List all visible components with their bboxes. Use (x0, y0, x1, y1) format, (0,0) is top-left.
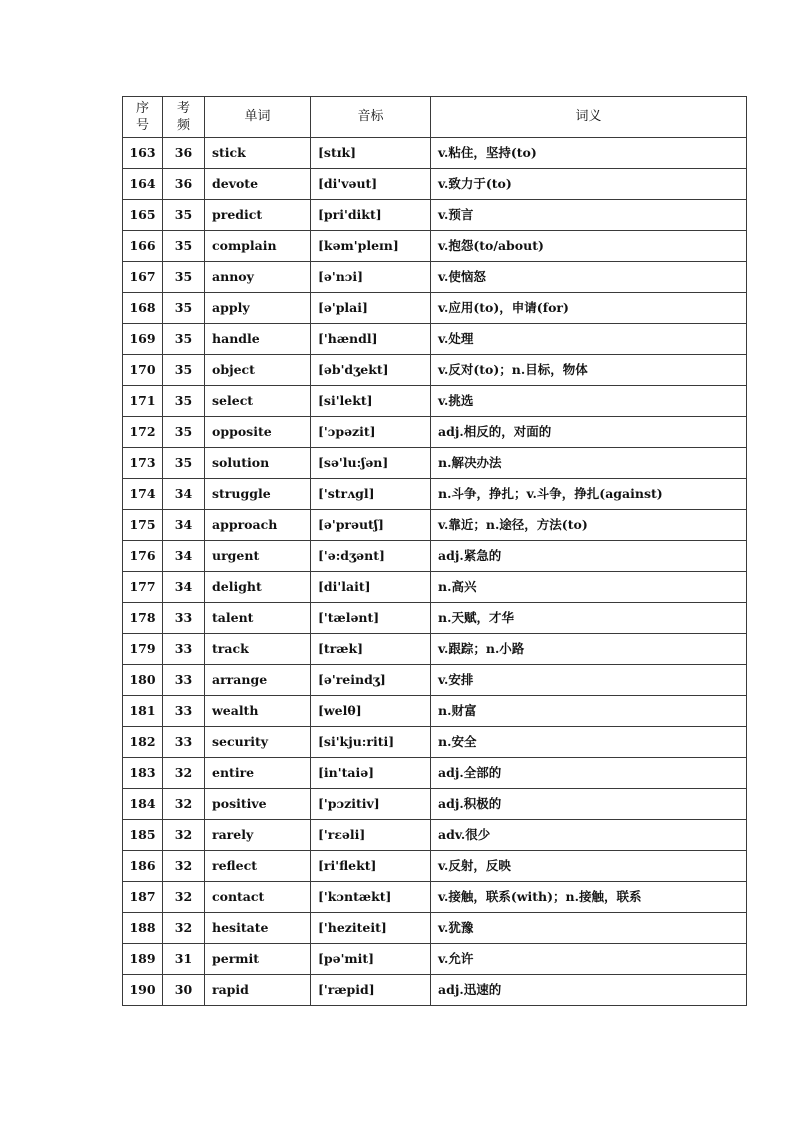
cell-index: 164 (123, 169, 163, 200)
cell-word: annoy (205, 262, 311, 293)
cell-meaning: v.抱怨(to/about) (431, 231, 747, 262)
cell-word: wealth (205, 696, 311, 727)
cell-word: apply (205, 293, 311, 324)
cell-word: rapid (205, 975, 311, 1006)
cell-index: 189 (123, 944, 163, 975)
cell-meaning: v.允许 (431, 944, 747, 975)
cell-phonetic: [in'taiə] (311, 758, 431, 789)
cell-word: positive (205, 789, 311, 820)
cell-meaning: n.天赋，才华 (431, 603, 747, 634)
table-row (123, 882, 747, 913)
cell-frequency: 34 (163, 479, 205, 510)
header-word: 单词 (205, 97, 311, 138)
cell-phonetic: [welθ] (311, 696, 431, 727)
cell-phonetic: [ə'reindʒ] (311, 665, 431, 696)
cell-index: 163 (123, 138, 163, 169)
cell-frequency: 35 (163, 324, 205, 355)
cell-index: 186 (123, 851, 163, 882)
cell-index: 187 (123, 882, 163, 913)
cell-word: contact (205, 882, 311, 913)
cell-index: 165 (123, 200, 163, 231)
cell-phonetic: [si'kju:riti] (311, 727, 431, 758)
cell-word: predict (205, 200, 311, 231)
table-row (123, 634, 747, 665)
cell-phonetic: [pri'dikt] (311, 200, 431, 231)
cell-word: handle (205, 324, 311, 355)
cell-frequency: 33 (163, 727, 205, 758)
table-row (123, 262, 747, 293)
cell-meaning: v.反射，反映 (431, 851, 747, 882)
cell-phonetic: ['ə:dʒənt] (311, 541, 431, 572)
cell-frequency: 33 (163, 634, 205, 665)
cell-frequency: 35 (163, 231, 205, 262)
table-row (123, 417, 747, 448)
table-body (123, 138, 747, 1006)
cell-frequency: 32 (163, 820, 205, 851)
cell-frequency: 34 (163, 510, 205, 541)
cell-meaning: adv.很少 (431, 820, 747, 851)
cell-phonetic: ['pɔzitiv] (311, 789, 431, 820)
cell-meaning: v.安排 (431, 665, 747, 696)
cell-word: reflect (205, 851, 311, 882)
vocabulary-table (122, 96, 747, 1006)
cell-meaning: adj.积极的 (431, 789, 747, 820)
cell-meaning: n.高兴 (431, 572, 747, 603)
cell-word: struggle (205, 479, 311, 510)
cell-phonetic: ['hændl] (311, 324, 431, 355)
cell-frequency: 35 (163, 417, 205, 448)
cell-word: hesitate (205, 913, 311, 944)
cell-phonetic: [si'lekt] (311, 386, 431, 417)
cell-word: stick (205, 138, 311, 169)
cell-frequency: 32 (163, 882, 205, 913)
cell-frequency: 35 (163, 200, 205, 231)
cell-meaning: v.靠近；n.途径，方法(to) (431, 510, 747, 541)
cell-phonetic: ['strʌgl] (311, 479, 431, 510)
cell-word: urgent (205, 541, 311, 572)
cell-phonetic: [ə'nɔi] (311, 262, 431, 293)
cell-phonetic: [di'vəut] (311, 169, 431, 200)
table-row (123, 665, 747, 696)
cell-frequency: 35 (163, 386, 205, 417)
cell-frequency: 32 (163, 758, 205, 789)
cell-index: 167 (123, 262, 163, 293)
cell-word: entire (205, 758, 311, 789)
cell-index: 181 (123, 696, 163, 727)
cell-frequency: 31 (163, 944, 205, 975)
cell-meaning: n.解决办法 (431, 448, 747, 479)
cell-meaning: n.财富 (431, 696, 747, 727)
cell-frequency: 34 (163, 572, 205, 603)
table-row (123, 386, 747, 417)
cell-frequency: 33 (163, 665, 205, 696)
table-row (123, 324, 747, 355)
table-row (123, 355, 747, 386)
cell-word: complain (205, 231, 311, 262)
cell-index: 169 (123, 324, 163, 355)
cell-word: arrange (205, 665, 311, 696)
cell-phonetic: [kəm'pleɪn] (311, 231, 431, 262)
cell-meaning: adj.紧急的 (431, 541, 747, 572)
cell-index: 178 (123, 603, 163, 634)
cell-index: 180 (123, 665, 163, 696)
cell-frequency: 36 (163, 169, 205, 200)
cell-word: permit (205, 944, 311, 975)
cell-frequency: 36 (163, 138, 205, 169)
table-row (123, 510, 747, 541)
cell-index: 170 (123, 355, 163, 386)
cell-index: 173 (123, 448, 163, 479)
cell-word: devote (205, 169, 311, 200)
cell-phonetic: [di'lait] (311, 572, 431, 603)
table-row (123, 541, 747, 572)
cell-word: rarely (205, 820, 311, 851)
cell-phonetic: [ə'plai] (311, 293, 431, 324)
cell-index: 184 (123, 789, 163, 820)
cell-phonetic: [əb'dʒekt] (311, 355, 431, 386)
cell-index: 176 (123, 541, 163, 572)
cell-frequency: 35 (163, 293, 205, 324)
table-row (123, 448, 747, 479)
cell-meaning: adj.全部的 (431, 758, 747, 789)
cell-phonetic: [pə'mit] (311, 944, 431, 975)
header-meaning: 词义 (431, 97, 747, 138)
cell-phonetic: ['kɔntækt] (311, 882, 431, 913)
cell-meaning: v.犹豫 (431, 913, 747, 944)
cell-index: 185 (123, 820, 163, 851)
cell-word: select (205, 386, 311, 417)
cell-meaning: v.粘住，坚持(to) (431, 138, 747, 169)
cell-index: 168 (123, 293, 163, 324)
cell-phonetic: ['tælənt] (311, 603, 431, 634)
cell-phonetic: ['heziteit] (311, 913, 431, 944)
table-row (123, 913, 747, 944)
cell-frequency: 35 (163, 262, 205, 293)
cell-meaning: v.致力于(to) (431, 169, 747, 200)
table-row (123, 789, 747, 820)
header-row (123, 97, 747, 138)
table-row (123, 200, 747, 231)
cell-index: 172 (123, 417, 163, 448)
cell-index: 190 (123, 975, 163, 1006)
cell-frequency: 35 (163, 448, 205, 479)
table-row (123, 169, 747, 200)
cell-meaning: n.斗争，挣扎；v.斗争，挣扎(against) (431, 479, 747, 510)
cell-index: 171 (123, 386, 163, 417)
cell-word: delight (205, 572, 311, 603)
cell-phonetic: [ə'prəutʃ] (311, 510, 431, 541)
cell-meaning: v.使恼怒 (431, 262, 747, 293)
cell-index: 177 (123, 572, 163, 603)
table-row (123, 603, 747, 634)
cell-phonetic: [sə'lu:ʃən] (311, 448, 431, 479)
cell-frequency: 32 (163, 913, 205, 944)
cell-meaning: v.应用(to)，申请(for) (431, 293, 747, 324)
cell-phonetic: ['ræpid] (311, 975, 431, 1006)
table-row (123, 944, 747, 975)
table-row (123, 696, 747, 727)
cell-meaning: n.安全 (431, 727, 747, 758)
cell-index: 182 (123, 727, 163, 758)
cell-word: talent (205, 603, 311, 634)
cell-meaning: v.挑选 (431, 386, 747, 417)
cell-meaning: v.处理 (431, 324, 747, 355)
cell-word: object (205, 355, 311, 386)
table-row (123, 293, 747, 324)
table-row (123, 851, 747, 882)
cell-meaning: v.预言 (431, 200, 747, 231)
cell-meaning: adj.相反的，对面的 (431, 417, 747, 448)
table-row (123, 975, 747, 1006)
cell-index: 174 (123, 479, 163, 510)
cell-frequency: 33 (163, 696, 205, 727)
cell-index: 188 (123, 913, 163, 944)
cell-phonetic: ['rɛəli] (311, 820, 431, 851)
cell-word: opposite (205, 417, 311, 448)
cell-frequency: 34 (163, 541, 205, 572)
cell-meaning: v.跟踪；n.小路 (431, 634, 747, 665)
cell-frequency: 32 (163, 851, 205, 882)
header-frequency: 考 频 (163, 97, 205, 138)
cell-word: approach (205, 510, 311, 541)
table-row (123, 231, 747, 262)
cell-frequency: 33 (163, 603, 205, 634)
table-row (123, 572, 747, 603)
table-row (123, 138, 747, 169)
cell-index: 166 (123, 231, 163, 262)
cell-phonetic: ['ɔpəzit] (311, 417, 431, 448)
cell-index: 179 (123, 634, 163, 665)
cell-word: security (205, 727, 311, 758)
header-phonetic: 音标 (311, 97, 431, 138)
cell-index: 175 (123, 510, 163, 541)
table-header (123, 97, 747, 138)
cell-phonetic: [træk] (311, 634, 431, 665)
cell-meaning: v.接触，联系(with)；n.接触，联系 (431, 882, 747, 913)
cell-index: 183 (123, 758, 163, 789)
table-row (123, 758, 747, 789)
header-index: 序 号 (123, 97, 163, 138)
cell-phonetic: [ri'flekt] (311, 851, 431, 882)
table-row (123, 727, 747, 758)
cell-frequency: 32 (163, 789, 205, 820)
cell-phonetic: [stɪk] (311, 138, 431, 169)
cell-frequency: 30 (163, 975, 205, 1006)
cell-word: solution (205, 448, 311, 479)
table-row (123, 479, 747, 510)
table-row (123, 820, 747, 851)
cell-frequency: 35 (163, 355, 205, 386)
cell-meaning: v.反对(to)；n.目标，物体 (431, 355, 747, 386)
cell-word: track (205, 634, 311, 665)
cell-meaning: adj.迅速的 (431, 975, 747, 1006)
